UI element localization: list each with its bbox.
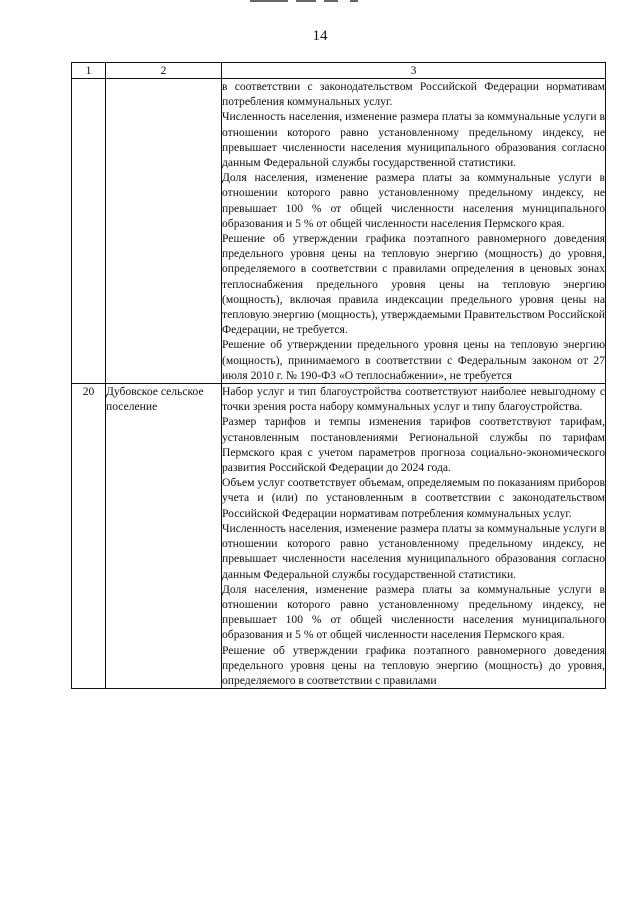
table-header-row — [72, 63, 606, 79]
paragraph: Доля населения, изменение размера платы за коммунальные услуги в отношении которого равно установленному предельному индексу, не превышает 100 % от общей численности населения муниципального образования и 5 % от общей численности населения Пермского края. — [222, 171, 605, 230]
page-number: 14 — [312, 28, 328, 44]
paragraph: Решение об утверждении предельного уровня цены на тепловую энергию (мощность), принимаемого в соответствии с Федеральным законом от 27 июля 2010 г. № 190-ФЗ «О теплоснабжении», не требуется — [222, 338, 605, 382]
column-header: 3 — [222, 63, 606, 79]
paragraph: Размер тарифов и темпы изменения тарифов соответствуют тарифам, установленным постановлениями Региональной службы по тарифам Пермского края с учетом параметров прогноза социально-экономического развития Российской Федерации до 2024 года. — [222, 415, 605, 475]
paragraph: Доля населения, изменение размера платы за коммунальные услуги в отношении которого равно установленному предельному индексу, не превышает 100 % от общей численности населения муниципального образования и 5 % от общей численности населения Пермского края. — [222, 582, 605, 642]
row-number — [72, 79, 106, 384]
paragraph: Численность населения, изменение размера платы за коммунальные услуги в отношении которого равно установленному предельному индексу, не превышает численности населения муниципального образования согласно данным Федеральной службы государственной статистики. — [222, 110, 605, 170]
scan-artifact-marks — [250, 0, 400, 3]
column-header: 1 — [72, 63, 106, 79]
row-number: 20 — [72, 384, 106, 689]
paragraph: Набор услуг и тип благоустройства соответствуют наиболее невыгодному с точки зрения роста набору коммунальных услуг и типу благоустройства. — [222, 385, 605, 414]
settlement-name: Дубовское сельское поселение — [106, 384, 222, 689]
paragraph: Решение об утверждении графика поэтапного равномерного доведения предельного уровня цены на тепловую энергию (мощность) до уровня, определяемого в соответствии с правилами определения в ценовых зонах теплоснабжения предельного уровня цены на тепловую энергию (мощность), включая правила индексации предельного уровня цены на тепловую энергию (мощность), утверждаемыми Правительством Российской Федерации, не требуется. — [222, 232, 605, 337]
row-description — [222, 384, 606, 689]
settlement-name — [106, 79, 222, 384]
table-row — [72, 384, 606, 689]
tariff-table — [71, 62, 606, 689]
paragraph: в соответствии с законодательством Российской Федерации нормативам потребления коммунальных услуг. — [222, 80, 605, 109]
row-description — [222, 79, 606, 384]
paragraph: Численность населения, изменение размера платы за коммунальные услуги в отношении которого равно установленному предельному индексу, не превышает численности населения муниципального образования согласно данным Федеральной службы государственной статистики. — [222, 521, 605, 581]
table-row — [72, 79, 606, 384]
column-header: 2 — [106, 63, 222, 79]
paragraph: Решение об утверждении графика поэтапного равномерного доведения предельного уровня цены на тепловую энергию (мощность) до уровня, определяемого в соответствии с правилами — [222, 643, 605, 687]
paragraph: Объем услуг соответствует объемам, определяемым по показаниям приборов учета и (или) по установленным в соответствии с законодательством Российской Федерации нормативам потребления коммунальных услуг. — [222, 476, 605, 520]
